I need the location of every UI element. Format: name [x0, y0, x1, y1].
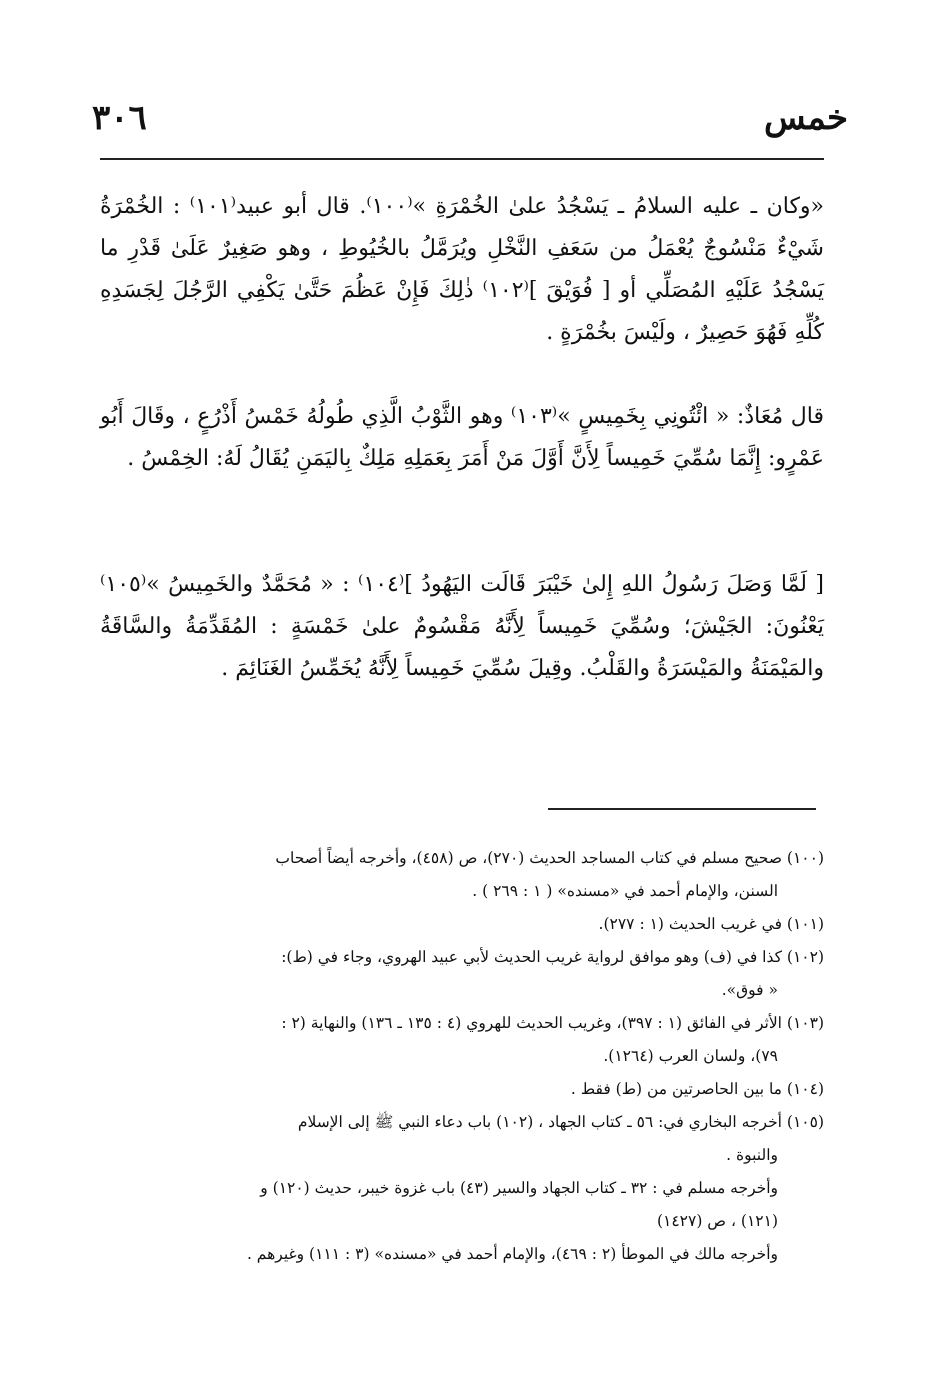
footnote-line: وأخرجه مسلم في : ٣٢ ـ كتاب الجهاد والسير (٤٣) باب غزوة خيبر، حديث (١٢٠) و: [260, 1179, 778, 1197]
footnote-line: (١٠١) في غريب الحديث (١ : ٢٧٧).: [598, 915, 824, 933]
page-number: ٣٠٦: [92, 98, 147, 138]
footnote-line: (١٠٥) أخرجه البخاري في: ٥٦ ـ كتاب الجهاد ، (١٠٢) باب دعاء النبي ﷺ إلى الإسلام: [297, 1113, 824, 1131]
footnote-line: وأخرجه مالك في الموطأ (٢ : ٤٦٩)، والإمام أحمد في «مسنده» (٣ : ١١١) وغيرهم .: [246, 1245, 778, 1263]
footnote-line: (١٠٤) ما بين الحاصرتين من (ط) فقط .: [570, 1080, 824, 1098]
header-rule: [100, 158, 824, 160]
footnote-line: السنن، والإمام أحمد في «مسنده» ( ١ : ٢٦٩ ) .: [472, 882, 778, 900]
footnote-line: (١٠٢) كذا في (ف) وهو موافق لرواية غريب الحديث لأبي عبيد الهروي، وجاء في (ط):: [281, 948, 824, 966]
body-paragraph: قال مُعَاذٌ: « ائْتُونِي بِخَمِيسٍ »⁽١٠٣⁾ وهو الثَّوْبُ الَّذِي طُولُهُ خَمْسُ أَذْرُعٍ ، وقَالَ أَبُو عَمْرٍو: إِنَّمَا سُمِّيَ خَمِيساً لِأَنَّ أَوَّلَ مَنْ أَمَرَ بِعَمَلِهِ مَلِكٌ بِاليَمَنِ يُقَالُ لَهُ: الخِمْسُ .: [100, 404, 825, 471]
body-paragraph: «وكان ـ عليه السلامُ ـ يَسْجُدُ علىٰ الخُمْرَةِ »⁽١٠٠⁾. قال أبو عبيد⁽١٠١⁾ : الخُمْرَةُ شَيْءٌ مَنْسُوجٌ يُعْمَلُ من سَعَفِ النَّخْلِ ويُرَمَّلُ بالخُيُوطِ ، وهو صَغِيرٌ عَلَىٰ قَدْرِ ما يَسْجُدُ عَلَيْهِ المُصَلِّي أو [ فُوَيْقَ ]⁽١٠٢⁾ ذٰلِكَ فَإِنْ عَظُمَ حَتَّىٰ يَكْفِي الرَّجُلَ لِجَسَدِهِ كُلِّهِ فَهُوَ حَصِيرٌ ، ولَيْسَ بخُمْرَةٍ .: [100, 194, 825, 345]
footnote-line: « فوق».: [721, 981, 778, 999]
body-paragraph: [ لَمَّا وَصَلَ رَسُولُ اللهِ إِلىٰ خَيْبَرَ قَالَت اليَهُودُ ]⁽١٠٤⁾ : « مُحَمَّدٌ والخَمِيسُ »⁽١٠٥⁾ يَعْنُونَ: الجَيْشَ؛ وسُمِّيَ خَمِيساً لِأَنَّهُ مَقْسُومٌ علىٰ خَمْسَةٍ : المُقَدِّمَةُ والسَّاقَةُ والمَيْمَنَةُ والمَيْسَرَةُ والقَلْبُ. وقِيلَ سُمِّيَ خَمِيساً لِأَنَّهُ يُخَمِّسُ الغَنَائِمَ .: [100, 572, 825, 681]
footnote-line: ٧٩)، ولسان العرب (١٢٦٤).: [603, 1047, 778, 1065]
footnote-line: والنبوة .: [726, 1146, 778, 1164]
footnote-rule: [548, 808, 816, 810]
entry-word: خمس: [763, 98, 848, 138]
footnote-line: (١٠٣) الأثر في الفائق (١ : ٣٩٧)، وغريب الحديث للهروي (٤ : ١٣٥ ـ ١٣٦) والنهاية (٢ :: [281, 1014, 824, 1032]
footnote-line: (١٠٠) صحيح مسلم في كتاب المساجد الحديث (٢٧٠)، ص (٤٥٨)، وأخرجه أيضاً أصحاب: [275, 849, 824, 867]
footnote-line: (١٢١) ، ص (١٤٢٧): [656, 1212, 778, 1230]
footnotes: [112, 842, 824, 1271]
